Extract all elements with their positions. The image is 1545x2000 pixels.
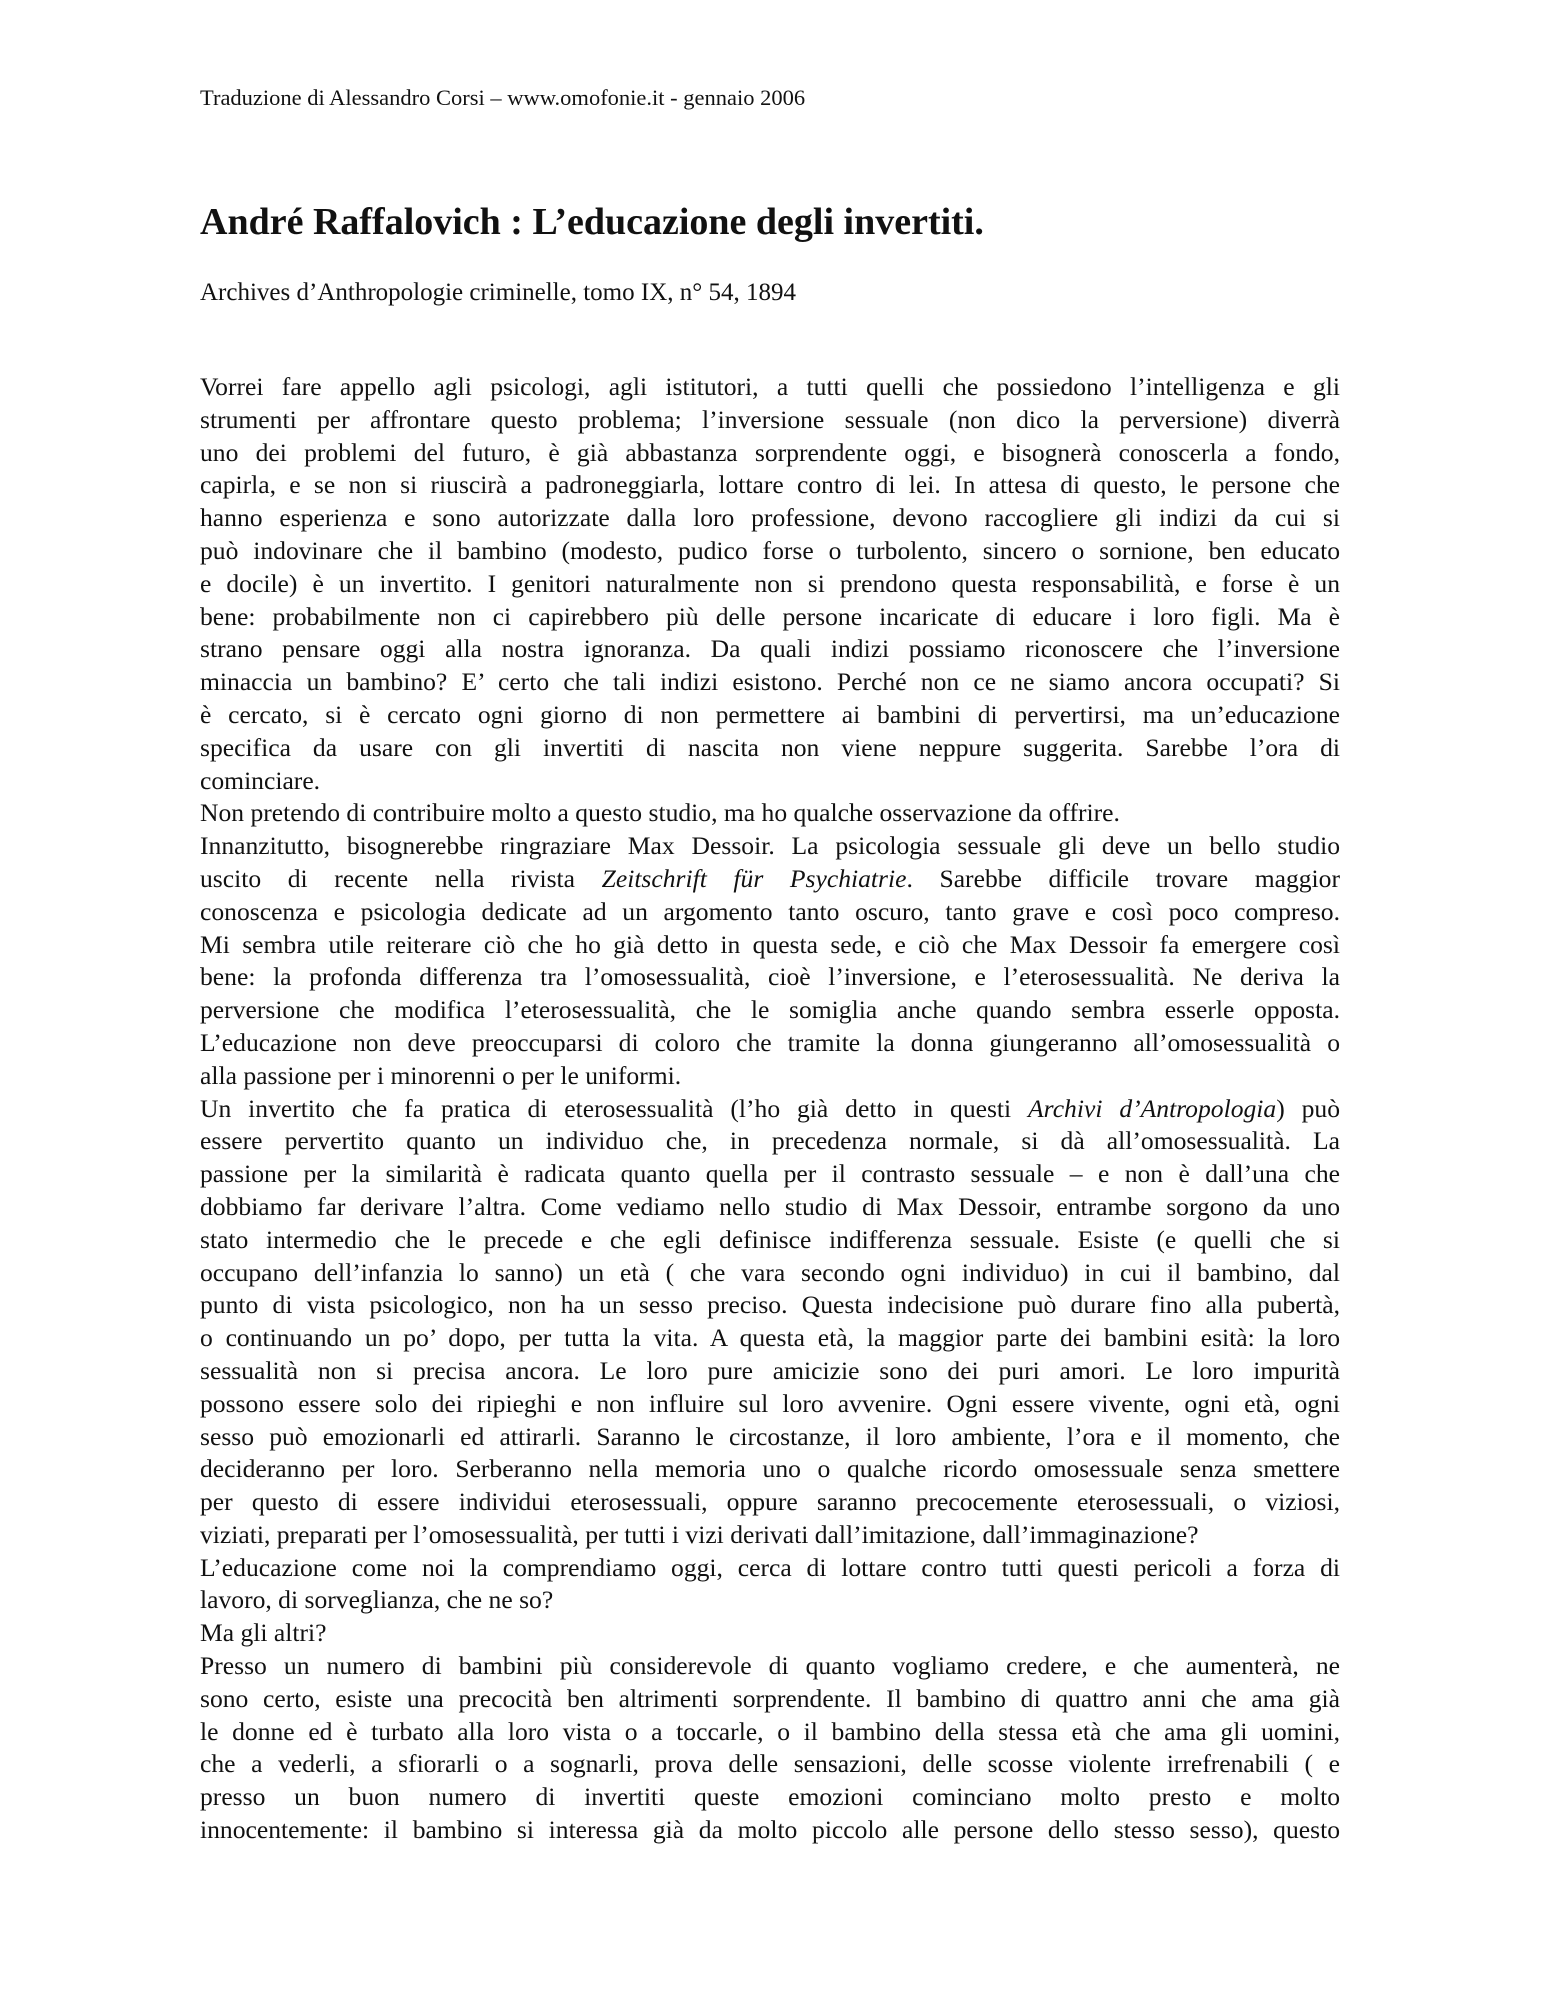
paragraph — [200, 1650, 1340, 1847]
text-line: strumenti per affrontare questo problema; l’inversione sessuale (non dico la perversione) diverrà — [200, 404, 1340, 434]
text-segment: . Sarebbe difficile trovare maggior — [906, 863, 1340, 893]
paragraph — [200, 830, 1340, 1092]
source-citation: Archives d’Anthropologie criminelle, tomo IX, n° 54, 1894 — [200, 279, 796, 306]
text-line: uno dei problemi del futuro, è già abbastanza sorprendente oggi, e bisognerà conoscerla a fondo, — [200, 437, 1340, 467]
text-line: Non pretendo di contribuire molto a questo studio, ma ho qualche osservazione da offrire. — [200, 798, 1120, 828]
text-line: Presso un numero di bambini più considerevole di quanto vogliamo credere, e che aumenterà, ne — [200, 1651, 1340, 1681]
document-title: André Raffalovich : L’educazione degli invertiti. — [200, 201, 984, 243]
text-line: che a vederli, a sfiorarli o a sognarli, prova delle sensazioni, delle scosse violente irrefrenabili ( e — [200, 1749, 1340, 1779]
text-line: le donne ed è turbato alla loro vista o a toccarle, o il bambino della stessa età che ama gli uomini, — [200, 1716, 1340, 1746]
text-line: alla passione per i minorenni o per le uniformi. — [200, 1060, 682, 1090]
text-line: o continuando un po’ dopo, per tutta la vita. A questa età, la maggior parte dei bambini esità: la loro — [200, 1323, 1340, 1353]
text-line: sessualità non si precisa ancora. Le loro pure amicizie sono dei puri amori. Le loro impurità — [200, 1355, 1340, 1385]
text-line: perversione che modifica l’eterosessualità, che le somiglia anche quando sembra esserle opposta. — [200, 995, 1340, 1025]
text-line: L’educazione come noi la comprendiamo oggi, cerca di lottare contro tutti questi pericoli a forza di — [200, 1552, 1340, 1582]
text-line: Mi sembra utile reiterare ciò che ho già detto in questa sede, e ciò che Max Dessoir fa emergere così — [200, 929, 1340, 959]
text-line — [200, 863, 1340, 896]
text-line: sesso può emozionarli ed attirarli. Saranno le circostanze, il loro ambiente, l’ora e il momento, che — [200, 1421, 1340, 1451]
text-line: specifica da usare con gli invertiti di nascita non viene neppure suggerita. Sarebbe l’ora di — [200, 732, 1340, 762]
paragraph — [200, 1552, 1340, 1618]
paragraph — [200, 797, 1340, 830]
text-line: presso un buon numero di invertiti queste emozioni cominciano molto presto e molto — [200, 1782, 1340, 1812]
paragraph — [200, 371, 1340, 797]
text-line: possono essere solo dei ripieghi e non influire sul loro avvenire. Ogni essere vivente, ogni età, ogni — [200, 1388, 1340, 1418]
text-line: lavoro, di sorveglianza, che ne so? — [200, 1585, 554, 1615]
text-line: L’educazione non deve preoccuparsi di coloro che tramite la donna giungeranno all’omosessualità o — [200, 1027, 1340, 1057]
paragraph — [200, 1093, 1340, 1552]
text-line: conoscenza e psicologia dedicate ad un argomento tanto oscuro, tanto grave e così poco compreso. — [200, 896, 1340, 926]
text-line: viziati, preparati per l’omosessualità, per tutti i vizi derivati dall’imitazione, dall’immaginazione? — [200, 1519, 1199, 1549]
translation-credit: Traduzione di Alessandro Corsi – www.omofonie.it - gennaio 2006 — [200, 85, 806, 110]
text-line: può indovinare che il bambino (modesto, pudico forse o turbolento, sincero o sornione, ben educato — [200, 535, 1340, 565]
text-line: innocentemente: il bambino si interessa già da molto piccolo alle persone dello stesso sesso), questo — [200, 1815, 1340, 1845]
text-line: è cercato, si è cercato ogni giorno di non permettere ai bambini di pervertirsi, ma un’educazione — [200, 699, 1340, 729]
journal-title: Zeitschrift für Psychiatrie — [601, 863, 907, 893]
journal-title: Archivi d’Antropologia — [1028, 1093, 1277, 1123]
text-line: occupano dell’infanzia lo sanno) un età ( che vara secondo ogni individuo) in cui il bambino, dal — [200, 1257, 1340, 1287]
text-line: Ma gli altri? — [200, 1618, 327, 1648]
paragraph — [200, 1617, 1340, 1650]
text-line: stato intermedio che le precede e che egli definisce indifferenza sessuale. Esiste (e quelli che si — [200, 1224, 1340, 1254]
text-segment: uscito di recente nella rivista — [200, 863, 602, 893]
text-segment: Un invertito che fa pratica di eterosessualità (l’ho già detto in questi — [200, 1093, 1029, 1123]
text-line: Innanzitutto, bisognerebbe ringraziare Max Dessoir. La psicologia sessuale gli deve un bello studio — [200, 831, 1340, 861]
text-segment: ) può — [1276, 1093, 1341, 1123]
text-line: sono certo, esiste una precocità ben altrimenti sorprendente. Il bambino di quattro anni che ama già — [200, 1683, 1340, 1713]
text-line: bene: probabilmente non ci capirebbero più delle persone incaricate di educare i loro figli. Ma è — [200, 601, 1340, 631]
text-line: e docile) è un invertito. I genitori naturalmente non si prendono questa responsabilità, e forse è un — [200, 568, 1340, 598]
text-line — [200, 1093, 1340, 1126]
text-line: cominciare. — [200, 765, 321, 795]
text-line: strano pensare oggi alla nostra ignoranza. Da quali indizi possiamo riconoscere che l’inversione — [200, 634, 1340, 664]
text-line: dobbiamo far derivare l’altra. Come vediamo nello studio di Max Dessoir, entrambe sorgono da uno — [200, 1191, 1340, 1221]
text-line: minaccia un bambino? E’ certo che tali indizi esistono. Perché non ce ne siamo ancora occupati? Si — [200, 667, 1340, 697]
text-line: essere pervertito quanto un individuo che, in precedenza normale, si dà all’omosessualità. La — [200, 1126, 1340, 1156]
text-line: punto di vista psicologico, non ha un sesso preciso. Questa indecisione può durare fino alla pubertà, — [200, 1290, 1340, 1320]
body-text — [200, 371, 1340, 1847]
text-line: Vorrei fare appello agli psicologi, agli istitutori, a tutti quelli che possiedono l’intelligenza e gli — [200, 372, 1340, 401]
text-line: bene: la profonda differenza tra l’omosessualità, cioè l’inversione, e l’eterosessualità. Ne deriva la — [200, 962, 1340, 992]
text-line: hanno esperienza e sono autorizzate dalla loro professione, devono raccogliere gli indizi da cui si — [200, 503, 1340, 533]
text-line: decideranno per loro. Serberanno nella memoria uno o qualche ricordo omosessuale senza smettere — [200, 1454, 1340, 1484]
text-line: passione per la similarità è radicata quanto quella per il contrasto sessuale – e non è dall’una che — [200, 1159, 1340, 1189]
text-line: capirla, e se non si riuscirà a padroneggiarla, lottare contro di lei. In attesa di questo, le persone che — [200, 470, 1340, 500]
text-line: per questo di essere individui eterosessuali, oppure saranno precocemente eterosessuali, o viziosi, — [200, 1487, 1340, 1517]
